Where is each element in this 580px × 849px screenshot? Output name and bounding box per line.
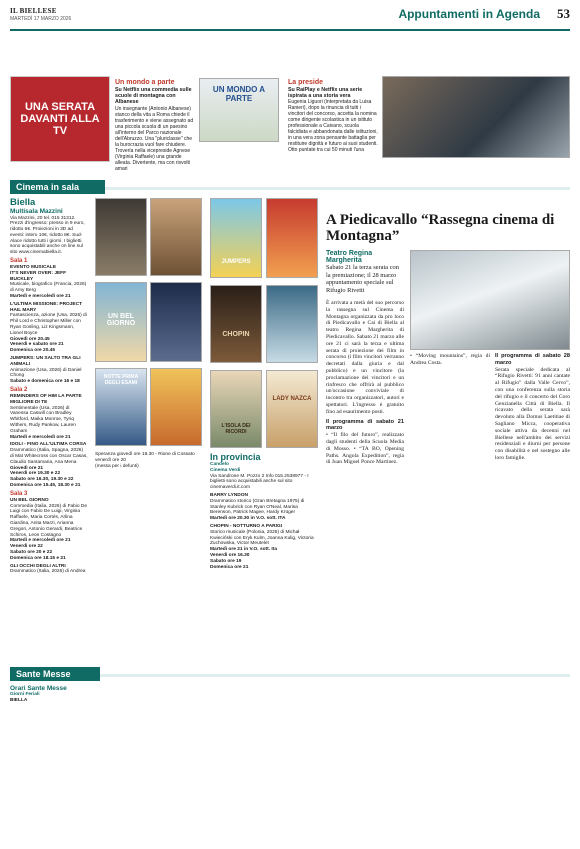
band-title: Sante Messe (16, 669, 71, 679)
article-title: Un mondo a parte (115, 79, 175, 86)
sala-1: Sala 1 (10, 258, 28, 265)
film-title: IDOLI - FINO ALL'ULTIMA CORSA (10, 442, 87, 448)
un-mondo-a-parte-poster (199, 78, 279, 142)
film-title: IT'S NEVER OVER: JEFF BUCKLEY (10, 270, 67, 282)
article-subtitle: Su RaiPlay e Netflix una serie ispirata a una storia vera (288, 87, 363, 100)
poster-chopin (210, 285, 262, 363)
film-title: UN BEL GIORNO (10, 497, 49, 503)
page-number: 53 (557, 6, 570, 21)
band-rule (105, 187, 570, 190)
film-time: Martedì ore 20.30 in V.O. sott. ITA (210, 516, 286, 522)
film-desc: Animazione (Usa, 2026) di Daniel Chong (10, 367, 82, 379)
article-body: È arrivata a metà del suo percorso la rassegna sul Cinema di Montagna organizzata da pro loco di Piedicavallo e Cai di Biella al teatro Regina Margherita di Piedicavallo. Sabato 21 marzo alle ore 21 ci sarà la terza e ultima serata di proiezione dei film in concorso (i film vincitori verranno decretati dalla giuria e dal pubblico) e un vincitore (la proclamazione dei vincitori e un rinfresco che offrirà al pubblico un'occasione conviviale di incontro tra organizzatori, autori e spettatori. L'ingresso è gratuito fino ad esaurimento posti. (326, 300, 404, 415)
poster-title: JUMPERS (221, 259, 251, 265)
film-desc: Drammatico storico (Gran Bretagna 1975) di Stanley Kubrick con Ryan O'Neal, Marisa Berenson, Patrick Magee, Hardy Krüger (210, 498, 305, 516)
film-time: Sabato ore 20 e 22 (10, 549, 53, 555)
film-title: CHOPIN - NOTTURNO A PARIGI (210, 523, 283, 529)
tv-promo-text: UNA SERATA DAVANTI ALLA TV (20, 101, 100, 137)
film-title: JUMPERS: UN SALTO TRA GLI ANIMALI (10, 356, 81, 367)
cinema-verdi: Cinema Verdi (210, 467, 241, 473)
piedicavallo-article (326, 212, 570, 244)
film-time: Venerdì ore 16.30 (210, 552, 250, 558)
messe-column (10, 686, 90, 703)
messe-subheading: Giorni Feriali (10, 691, 40, 697)
col2-line: (messa per i defunti) (95, 463, 139, 469)
issue-date: MARTEDÌ 17 MARZO 2026 (10, 16, 72, 22)
poster-4 (150, 368, 202, 446)
film-title: GLI OCCHI DEGLI ALTRI (10, 563, 66, 569)
poster-title: LADY NAZCA (272, 396, 312, 402)
article-body: Eugenia Liguori (interpretata da Luisa Ranieri), dopo la rinuncia di tutti i vincitori del concorso, accetta la nomina come dirigente scolastica in un istituto professionale a Caivano, scuola falcidiata e abbandonata dalle istituzioni, in una vera zona pensante battaglia per restituire dignità e futuro ai suoi studenti. Otto puntate tra cui 50 minuti l'una (288, 99, 378, 154)
film-desc: Fantascienza, azione (Usa, 2026) di Phil Lord e Christopher Miller con Ryan Gosling, Liz Kingsmann, Lionel Boyce (10, 313, 87, 336)
band-rule (100, 674, 570, 677)
cinema-info: Via Mazzini, 20 tel. 015 31312. Prezzi d'ingresso: presso in 9 euro, ridotto 6€. Proiezioni in 3D ad eventi: intero 10€, ridotto 8€. Sud-Alace ridotto tutti i giorni. I biglietti sono acquistabili anche on line sul sito www.cinemabiella.it. (10, 215, 85, 256)
cinema-info: Via Sandrone M. Pozzo 2 Info 015.2538977 - I biglietti sono acquistabili anche sul sito cinemaverdi.it.com (210, 473, 309, 491)
header-rule (10, 29, 570, 31)
in-provincia-title: In provincia (210, 452, 261, 462)
cinema-mazzini: Multisala Mazzini (10, 208, 63, 215)
film-time: Martedì e mercoledì ore 21 (10, 434, 71, 440)
poster-3 (150, 282, 202, 362)
col2-line: Speranza giovedì ore 18.30 - Rione di Cossato venerdì ore 20 (95, 452, 195, 463)
film-time: Giovedì ore 20.45 (10, 336, 50, 342)
section-title: Appuntamenti in Agenda (398, 7, 540, 21)
film-time: Venerdì e sabato ore 21 (10, 342, 64, 348)
poster-lady-nazca (266, 370, 318, 448)
film-time: Giovedì ore 21 (10, 465, 44, 471)
article-la-preside (288, 79, 378, 153)
article-kicker: Teatro Regina Margherita (326, 250, 373, 264)
event-label: EVENTO MUSICALE (10, 265, 57, 271)
messe-city: BIELLA (10, 697, 28, 703)
article-title: La preside (288, 79, 324, 86)
film-desc: Storico musicale (Polonia, 2025) di Michał Kwieciński con Eryk Kulm, Joanna Kulig, Victoria Zuchowska, Victor Meutelet (210, 529, 314, 547)
city-biella: Biella (10, 197, 36, 208)
article-subtitle: Su Netflix una commedia sulle scuole di montagna con Albanese (115, 87, 192, 106)
poster-title: UN BEL GIORNO (106, 313, 136, 327)
la-preside-photo (382, 76, 570, 158)
article-body-col1 (326, 300, 404, 466)
sante-messe-band (10, 667, 100, 681)
article-un-mondo-a-parte (115, 79, 195, 172)
film-desc: Sentimentale (Usa, 2026) di Vanessa Caswill con Bradley Whitford, Maika Monroe, Tyriq Withers, Rudy Pankow, Lauren Graham (10, 405, 76, 434)
page-header (10, 6, 570, 30)
band-title: Cinema in sala (16, 182, 80, 192)
program-21-body: • “Il filo del futuro”, realizzato dagli studenti della Scuola Media di Mosso. • “TA BO, Opening Paths. Angola Expedition”, regia di Juan Miguel Ponce Martinez. (326, 432, 404, 466)
poster-5 (266, 198, 318, 278)
poster-title: CHOPIN (222, 331, 250, 338)
poster-1 (95, 198, 147, 276)
film-title: REMINDERS OF HIM LA PARTE MIGLIORE DI TE (10, 394, 82, 405)
article-headline: A Piedicavallo “Rassegna cinema di Montagna” (326, 212, 555, 244)
article-lead: Sabato 21 la terza serata con la premiazione; il 28 marzo appuntamento speciale sul Rifugio Rivetti (326, 264, 399, 294)
program-28-body: Serata speciale dedicata al “Rifugio Rivetti: 91 anni cantate al Rifugio” dalla Valle Cervo”, con una conferenza sulla storia del rifugio e il concerto del Coro Genzianella Città di Biella. Il ricavato della serata sarà devoluto alla Domus Laetitiae di Sagliano Micca, cooperativa sociale attiva da decenni nel Biellese nell'ambito dei servizi residenziali e diurni per persone con disabilità e nel sostegno alle loro famiglie. (495, 366, 570, 461)
mountain-photo (410, 250, 570, 350)
poster-un-bel-giorno (95, 282, 147, 362)
in-provincia-block (210, 452, 320, 570)
sala-2: Sala 2 (10, 387, 28, 394)
tv-promo-image (10, 76, 110, 162)
film-time: Domenica ore 20.45 (10, 348, 56, 354)
col2-text (95, 452, 205, 469)
caption-text: • “Moving mountains”, regia di Andrea Costa. (410, 353, 490, 366)
poster-isola-dei-ricordi (210, 370, 262, 448)
film-time: Martedì ore 21 in V.O. sott. Ita (210, 547, 277, 553)
film-time: Sabato ore 16.30, 19.30 e 22 (10, 477, 74, 483)
poster-title: L'ISOLA DEI RICORDI (221, 423, 251, 435)
photo-caption (410, 353, 490, 367)
poster-2 (150, 198, 202, 276)
program-21-title: Il programma di sabato 21 marzo (326, 418, 404, 432)
film-time: Domenica ore 21 (210, 564, 249, 570)
poster-6 (266, 285, 318, 363)
program-28-title: Il programma di sabato 28 marzo (495, 353, 570, 366)
film-time: Sabato e domenica ore 16 e 18 (10, 379, 80, 385)
newspaper-logo: IL BIELLESE (10, 7, 57, 15)
article-body-col3 (495, 353, 570, 462)
poster-title: UN MONDO A PARTE (212, 85, 266, 103)
film-title: BARRY LYNDON (210, 492, 248, 498)
film-time: Venerdì ore 22 (10, 544, 43, 550)
article-body: Un insegnante (Antonio Albanese) stanco della vita a Roma chiede il trasferimento e viene assegnato ad una piccola scuola di un paesino all'interno del Parco nazionale dell'Abruzzo. Una "pluriclasse" che la burocrazia vuol fare chiudere. Trovería nella vicepreside Agnese (Virginia Raffaele) una grande alleata. Divertente, ma con risvolti amari (115, 105, 194, 172)
film-time: Martedì e mercoledì ore 21 (10, 538, 71, 544)
poster-jumpers (210, 198, 262, 278)
film-time: Martedì e mercoledì ore 21 (10, 294, 71, 300)
film-desc: Drammatico (Italia, Spagna, 2026) di Mat Whitecross con Oscar Casas, Claudio Santamaria, Ana Mena (10, 448, 88, 465)
film-desc: Commedia (Italia, 2026) di Fabio De Luigi con Fabio De Luigi, Virginia Raffaele, Maria Cortés, Arlina Giardina, Anita Marzi, Arianna Gregori, Antonio Gerardi, Beatrice Schiros, Leon Costagno (10, 503, 88, 538)
messe-heading: Orari Sante Messe (10, 685, 67, 692)
film-desc: Musicale, biografico (Francia, 2026) di Amy Berg (10, 282, 87, 294)
sala-3: Sala 3 (10, 490, 28, 497)
poster-title: NOTTE PRIMA DEGLI ESAMI (103, 374, 139, 386)
film-title: L'ULTIMA MISSIONE: PROJECT HAIL MARY (10, 301, 83, 313)
cinema-band (10, 180, 105, 194)
biella-column (10, 197, 88, 575)
article-lead-block (326, 250, 404, 294)
poster-notte-prima-degli-esami (95, 368, 147, 446)
film-time: Sabato ore 19 (210, 558, 242, 564)
film-time: Domenica ore 15.45, 18.30 e 21 (10, 482, 81, 488)
candelo-city: Candelo (210, 462, 229, 467)
film-desc: Drammatico (Italia, 2026) di Andrea (10, 569, 86, 575)
film-time: Domenica ore 18.15 e 21 (10, 555, 66, 561)
film-time: Venerdì ore 19.30 e 22 (10, 471, 61, 477)
